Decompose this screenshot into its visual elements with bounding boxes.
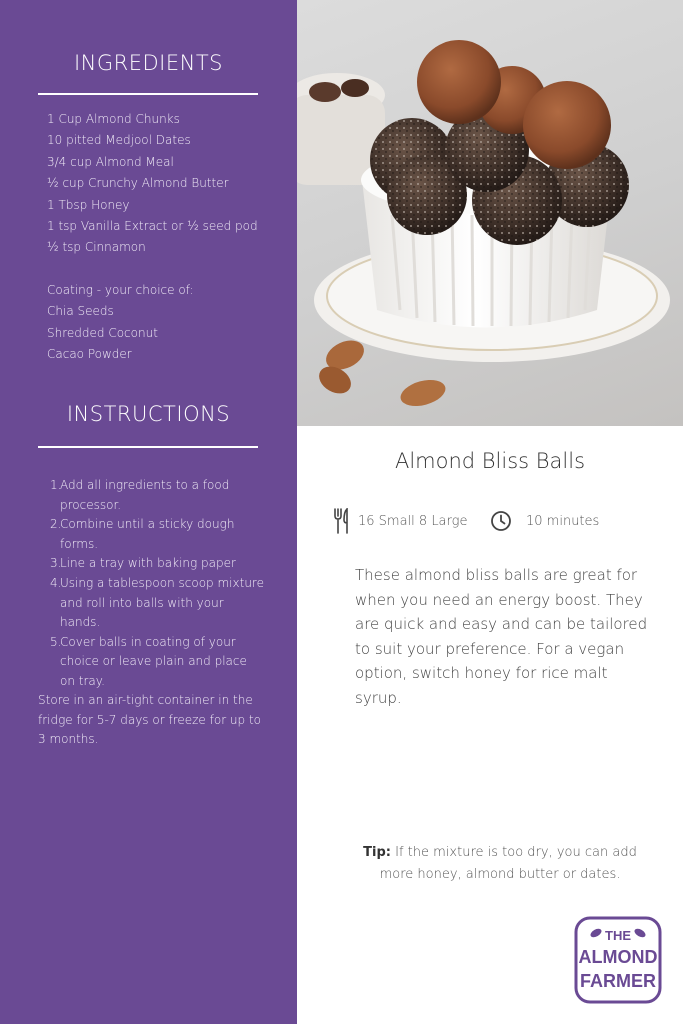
step-text: Line a tray with baking paper [60,556,236,571]
time-text: 10 minutes [526,513,600,529]
list-item: 10 pitted Medjool Dates [47,133,191,148]
list-item [40,554,265,574]
list-item [40,574,265,633]
step-number: 2. [50,517,62,532]
step-text: Using a tablespoon scoop mixture and roll into balls with your hands. [60,575,264,630]
recipe-photo [297,0,683,426]
coating-list [47,280,194,366]
step-number: 3. [50,556,62,571]
list-item [40,476,265,515]
ingredients-list [47,109,258,259]
list-item [40,633,265,692]
sidebar [0,0,297,1024]
tip-text: If the mixture is too dry, you can add more honey, almond butter or dates. [379,845,637,882]
list-item: 3/4 cup Almond Meal [47,154,174,169]
bliss-balls-illustration [297,0,683,426]
list-item: Cacao Powder [47,347,132,362]
servings-text: 16 Small 8 Large [358,513,468,529]
time-info [490,508,599,534]
recipe-title: Almond Bliss Balls [394,449,586,473]
step-number: 4. [50,575,62,590]
list-item: ½ tsp Cinnamon [47,240,146,255]
storage-note: Store in an air-tight container in the fridge for 5-7 days or freeze for up to 3 months. [38,693,262,747]
coating-heading: Coating - your choice of: [47,283,194,297]
almond-farmer-logo [574,916,662,1004]
list-item: 1 tsp Vanilla Extract or ½ seed pod [47,219,258,234]
step-text: Combine until a sticky dough forms. [60,517,235,551]
step-number: 5. [50,634,62,649]
servings-info [333,508,467,534]
instructions-heading: INSTRUCTIONS [66,402,231,426]
list-item: ½ cup Crunchy Almond Butter [47,176,229,191]
tip-label: Tip: [363,845,391,860]
recipe-description: These almond bliss balls are great for when you need an energy boost. They are quick and easy and can be tailored to suit your preference. For a vegan option, switch honey for rice malt syrup. [355,566,648,707]
divider [38,446,258,448]
clock-icon [490,510,512,532]
list-item: 1 Cup Almond Chunks [47,112,180,126]
list-item: Chia Seeds [47,304,114,319]
logo-line-1: THE [605,928,631,943]
list-item: 1 Tbsp Honey [47,197,130,212]
fork-knife-icon [333,508,351,534]
step-text: Add all ingredients to a food processor. [60,478,230,512]
tip-note [355,842,645,885]
logo-line-2: ALMOND [578,947,658,967]
ingredients-heading: INGREDIENTS [73,51,224,75]
instructions-list [40,476,265,692]
step-number: 1. [50,478,62,492]
list-item: Shredded Coconut [47,325,158,340]
step-text: Cover balls in coating of your choice or leave plain and place on tray. [60,634,247,688]
list-item [40,515,265,554]
divider [38,93,258,95]
logo-line-3: FARMER [580,971,656,991]
